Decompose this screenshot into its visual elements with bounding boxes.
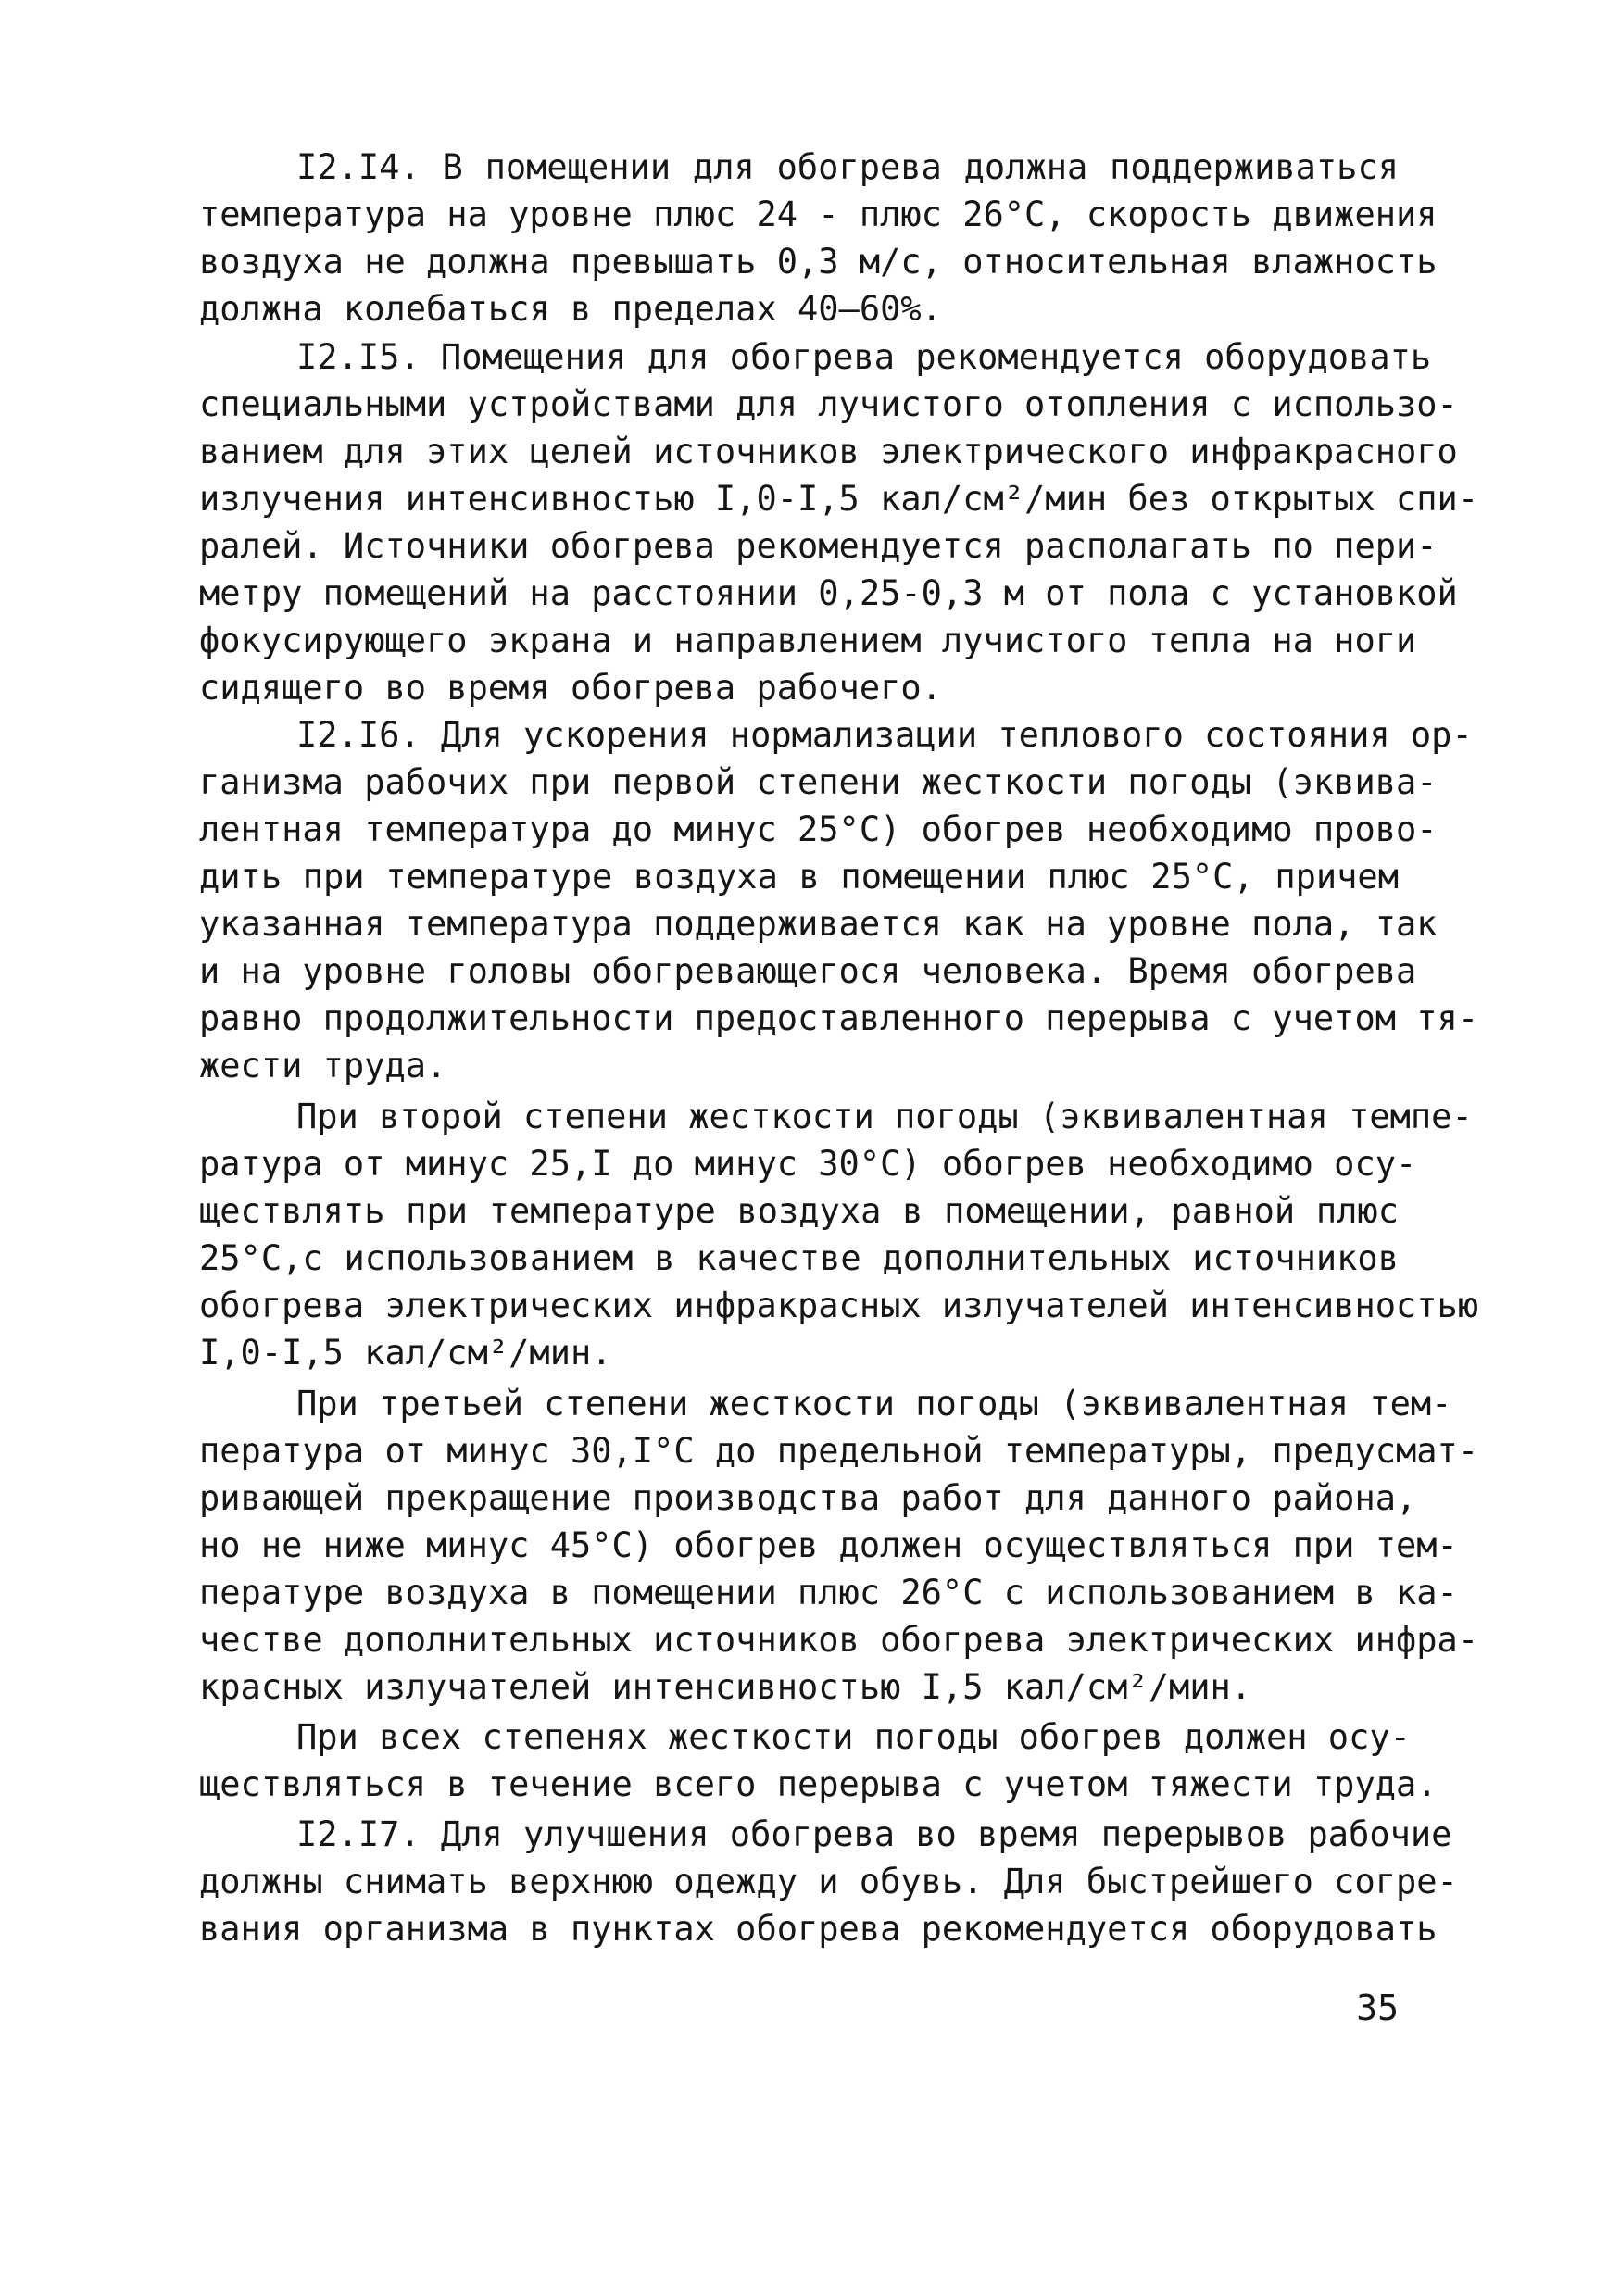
text-line: и на уровне головы обогревающегося человека. Время обогрева [199, 951, 1417, 991]
text-line: излучения интенсивностью I,0-I,5 кал/см²/мин без открытых спи- [199, 479, 1479, 519]
text-line: метру помещений на расстоянии 0,25-0,3 м от пола с установкой [199, 573, 1458, 613]
text-line: I2.I6. Для ускорения нормализации теплового состояния ор- [296, 715, 1473, 755]
text-line: 25°С,с использованием в качестве дополнительных источников [199, 1238, 1399, 1278]
text-line: I,0-I,5 кал/см²/мин. [199, 1333, 612, 1373]
text-line: При всех степенях жесткости погоды обогрев должен осу- [296, 1717, 1411, 1757]
text-line: ривающей прекращение производства работ для данного района, [199, 1478, 1417, 1518]
text-line: I2.I5. Помещения для обогрева рекомендуется оборудовать [296, 337, 1432, 377]
text-line: ратура от минус 25,I до минус 30°С) обогрев необходимо осу- [199, 1144, 1417, 1184]
text-line: При второй степени жесткости погоды (эквивалентная темпе- [296, 1097, 1473, 1136]
text-line: ганизма рабочих при первой степени жесткости погоды (эквива- [199, 762, 1438, 802]
text-line: I2.I4. В помещении для обогрева должна поддерживаться [296, 147, 1399, 187]
text-line: жести труда. [199, 1046, 447, 1085]
text-line: фокусирующего экрана и направлением лучистого тепла на ноги [199, 621, 1417, 660]
text-line: температура на уровне плюс 24 - плюс 26°С, скорость движения [199, 194, 1438, 234]
text-line: лентная температура до минус 25°С) обогрев необходимо прово- [199, 809, 1438, 849]
text-line: вания организма в пунктах обогрева рекомендуется оборудовать [199, 1909, 1438, 1949]
text-line: пературе воздуха в помещении плюс 26°С с использованием в ка- [199, 1573, 1458, 1612]
text-line: должны снимать верхнюю одежду и обувь. Для быстрейшего согре- [199, 1862, 1458, 1901]
text-line: дить при температуре воздуха в помещении плюс 25°С, причем [199, 857, 1399, 897]
text-line: равно продолжительности предоставленного перерыва с учетом тя- [199, 998, 1479, 1038]
text-line: обогрева электрических инфракрасных излучателей интенсивностью [199, 1286, 1479, 1325]
text-line: но не ниже минус 45°С) обогрев должен осуществляться при тем- [199, 1525, 1458, 1565]
text-line: I2.I7. Для улучшения обогрева во время перерывов рабочие [296, 1814, 1452, 1854]
text-line: честве дополнительных источников обогрева электрических инфра- [199, 1620, 1479, 1660]
text-line: ванием для этих целей источников электрического инфракрасного [199, 432, 1458, 471]
text-line: ществляться в течение всего перерыва с учетом тяжести труда. [199, 1764, 1438, 1804]
text-line: ществлять при температуре воздуха в помещении, равной плюс [199, 1191, 1399, 1231]
text-line: ралей. Источники обогрева рекомендуется располагать по пери- [199, 526, 1438, 566]
text-line: сидящего во время обогрева рабочего. [199, 668, 942, 708]
text-line: должна колебаться в пределах 40–60%. [199, 289, 942, 329]
text-line: красных излучателей интенсивностью I,5 кал/см²/мин. [199, 1667, 1252, 1707]
text-line: указанная температура поддерживается как на уровне пола, так [199, 904, 1438, 944]
text-line: специальными устройствами для лучистого отопления с использо- [199, 384, 1458, 424]
text-line: пература от минус 30,I°С до предельной температуры, предусмат- [199, 1431, 1479, 1471]
text-line: воздуха не должна превышать 0,3 м/с, относительная влажность [199, 242, 1438, 282]
page-number: 35 [1356, 1988, 1399, 2028]
text-line: При третьей степени жесткости погоды (эквивалентная тем- [296, 1384, 1452, 1424]
